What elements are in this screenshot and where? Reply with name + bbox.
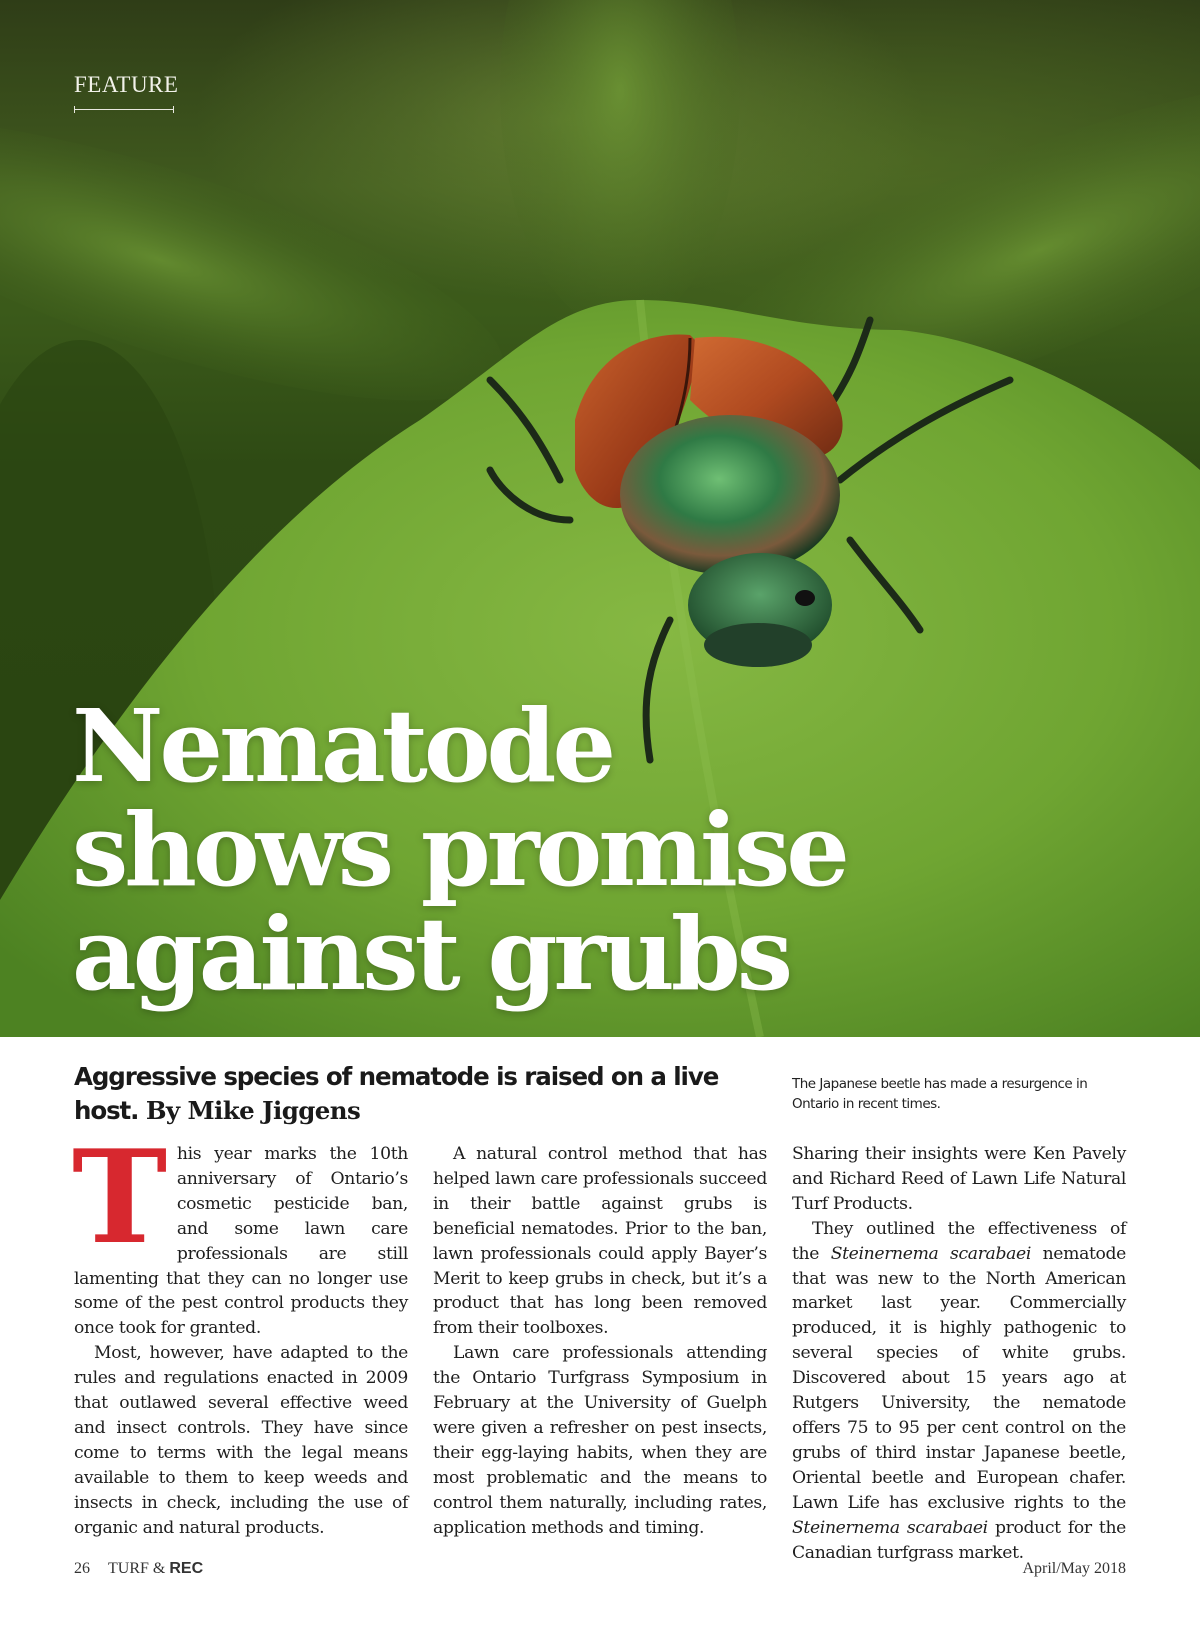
- article-column-3: [792, 1142, 1126, 1565]
- magazine-name-rec: REC: [169, 1560, 204, 1577]
- issue-date: April/May 2018: [1022, 1560, 1126, 1577]
- paragraph-text: They outlined the effectiveness of the: [792, 1218, 1126, 1264]
- deck-text: Aggressive species of nematode is raised on a live host.: [74, 1062, 719, 1125]
- magazine-name: [108, 1560, 203, 1578]
- article-column-1: [72, 1123, 408, 1541]
- article-column-2: [433, 1142, 767, 1541]
- species-name: Steinernema scarabaei: [830, 1243, 1031, 1264]
- paragraph: Most, however, have adapted to the rules and regulations enacted in 2009 that outlawed several effective weed and insect controls. They have since come to terms with the legal means available to them to keep weeds and insects in check, including the use of organic and natural products.: [74, 1343, 408, 1538]
- paragraph: [792, 1217, 1126, 1566]
- photo-caption: The Japanese beetle has made a resurgence in Ontario in recent times.: [792, 1076, 1088, 1112]
- headline-line-2: shows promise: [72, 791, 846, 909]
- paragraph: Sharing their insights were Ken Pavely and Richard Reed of Lawn Life Natural Turf Products.: [792, 1144, 1126, 1214]
- paragraph: A natural control method that has helped lawn care professionals succeed in their battle against grubs is beneficial nematodes. Prior to the ban, lawn professionals could apply Bayer’s Merit to keep grubs in check, but it’s a product that has long been removed from their toolboxes.: [433, 1144, 767, 1339]
- folio: [74, 1560, 203, 1578]
- paragraph: Lawn care professionals attending the Ontario Turfgrass Symposium in February at the University of Guelph were given a refresher on pest insects, their egg-laying habits, when they are most problematic and the means to control them naturally, including rates, application methods and timing.: [433, 1343, 767, 1538]
- paragraph-text: his year marks the 10th anniversary of Ontario’s cosmetic pesticide ban, and some lawn care professionals are still lamenting that they can no longer use some of the pest control products they once took for granted.: [74, 1144, 408, 1339]
- byline: By Mike Jiggens: [145, 1096, 361, 1125]
- deck: [74, 1060, 734, 1128]
- headline-line-3: against grubs: [72, 895, 790, 1013]
- magazine-name-turf: TURF &: [108, 1560, 166, 1577]
- paragraph: [72, 1123, 408, 1341]
- section-kicker: FEATURE: [74, 72, 179, 97]
- kicker-rule: [74, 109, 174, 110]
- headline: [72, 687, 1072, 1013]
- dropcap: T: [72, 1123, 167, 1273]
- page-number: 26: [74, 1560, 90, 1577]
- paragraph-text: nematode that was new to the North American market last year. Commercially produced, it is highly pathogenic to several species of white grubs. Discovered about 15 years ago at Rutgers University, the nematode offers 75 to 95 per cent control on the grubs of third instar Japanese beetle, Oriental beetle and European chafer. Lawn Life has exclusive rights to the: [792, 1243, 1127, 1513]
- paragraph-text: product for the Canadian turfgrass market.: [792, 1517, 1126, 1563]
- headline-line-1: Nematode: [72, 687, 613, 805]
- species-name: Steinernema scarabaei: [792, 1517, 988, 1538]
